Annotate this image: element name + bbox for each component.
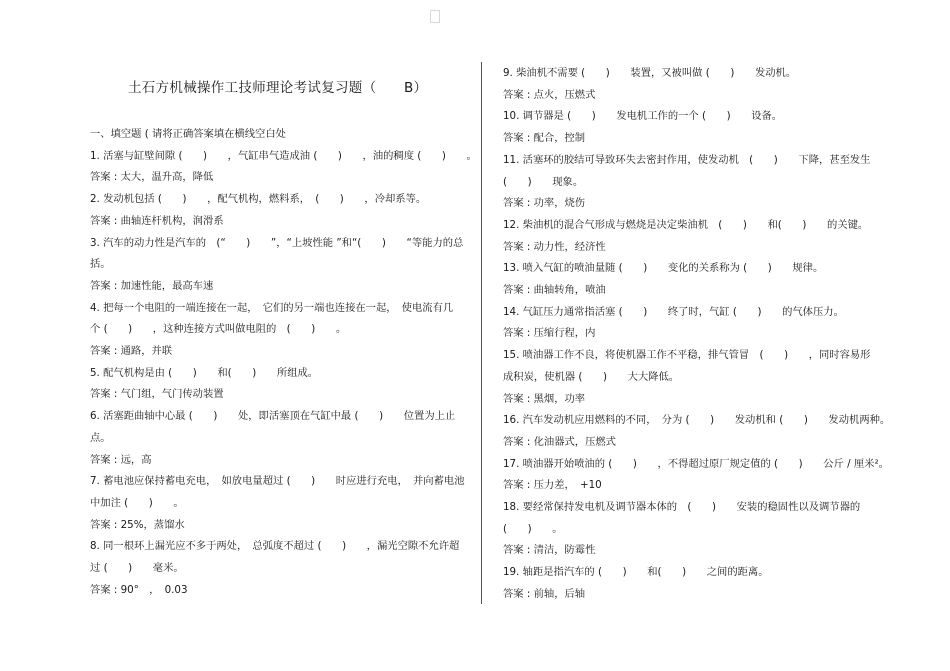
answer-text: 答案 : 加速性能，最高车速 bbox=[90, 279, 214, 292]
left-column bbox=[90, 124, 477, 601]
question-item bbox=[503, 258, 883, 301]
question-text: 11. 活塞环的胶结可导致环失去密封作用，使发动机 ( ) 下降，甚至发生 bbox=[503, 153, 871, 166]
question-text: 14. 气缸压力通常指活塞 ( ) 终了时，气缸 ( ) 的气体压力。 bbox=[503, 305, 844, 318]
question-text: 中加注 ( ) 。 bbox=[90, 496, 184, 509]
question-text: 2. 发动机包括 ( ) ，配气机构，燃料系， ( ) ，冷却系等。 bbox=[90, 193, 427, 206]
document-title: 土石方机械操作工技师理论考试复习题（ B） bbox=[128, 80, 428, 96]
answer-text: 答案 : 气门组，气门传动装置 bbox=[90, 388, 224, 401]
question-item bbox=[503, 63, 883, 106]
question-text: 1. 活塞与缸壁间隙 ( ) ，气缸串气造成油 ( ) ，油的稠度 ( ) 。 bbox=[90, 149, 477, 162]
question-item bbox=[503, 497, 883, 562]
question-text: ( ) 现象。 bbox=[503, 175, 584, 188]
question-text: ( ) 。 bbox=[503, 522, 563, 535]
answer-text: 答案 : 曲轴连杆机构，润滑系 bbox=[90, 214, 224, 227]
question-item bbox=[90, 471, 470, 536]
question-text: 9. 柴油机不需要 ( ) 装置，又被叫做 ( ) 发动机。 bbox=[503, 67, 797, 79]
question-text: 过 ( ) 毫米。 bbox=[90, 562, 184, 575]
question-text: 3. 汽车的动力性是汽车的 (“ ) ”，“上坡性能 ”和“( ) “等能力的总 bbox=[90, 236, 464, 249]
answer-text: 答案 : 25%，蒸馏水 bbox=[90, 518, 185, 531]
question-item bbox=[503, 106, 883, 149]
question-item bbox=[503, 345, 883, 410]
question-text: 15. 喷油器工作不良，将使机器工作不平稳，排气管冒 ( ) ，同时容易形 bbox=[503, 349, 871, 362]
answer-text: 答案 : 前轴，后轴 bbox=[503, 587, 586, 600]
right-column bbox=[503, 63, 891, 606]
question-item bbox=[90, 406, 470, 471]
answer-text: 答案 : 远，高 bbox=[90, 453, 152, 466]
question-text: 成积炭，使机器 ( ) 大大降低。 bbox=[503, 370, 680, 383]
question-item bbox=[90, 146, 477, 189]
question-item bbox=[90, 233, 470, 298]
answer-text: 答案 : 压力差， +10 bbox=[503, 479, 602, 492]
question-text: 16. 汽车发动机应用燃料的不同， 分为 ( ) 发动机和 ( ) 发动机两种。 bbox=[503, 414, 891, 427]
question-text: 8. 同一根环上漏光应不多于两处， 总弧度不超过 ( ) ，漏光空隙不允许超 bbox=[90, 540, 460, 553]
question-item bbox=[503, 410, 891, 453]
question-item bbox=[503, 562, 883, 605]
question-text: 19. 轴距是指汽车的 ( ) 和( ) 之间的距离。 bbox=[503, 566, 769, 579]
question-text: 5. 配气机构是由 ( ) 和( ) 所组成。 bbox=[90, 366, 319, 379]
question-text: 4. 把每一个电阻的一端连接在一起， 它们的另一端也连接在一起， 使电流有几 bbox=[90, 301, 454, 314]
answer-text: 答案 : 通路，并联 bbox=[90, 345, 173, 358]
page-corner-mark bbox=[430, 10, 440, 23]
answer-text: 答案 : 太大，温升高，降低 bbox=[90, 171, 214, 184]
question-item bbox=[90, 536, 470, 601]
question-text: 括。 bbox=[90, 258, 111, 271]
question-text: 6. 活塞距曲轴中心最 ( ) 处，即活塞顶在气缸中最 ( ) 位置为上止 bbox=[90, 410, 456, 423]
answer-text: 答案 : 压缩行程，内 bbox=[503, 327, 596, 340]
question-text: 个 ( ) ，这种连接方式叫做电阻的 ( ) 。 bbox=[90, 323, 347, 336]
answer-text: 答案 : 动力性，经济性 bbox=[503, 240, 606, 253]
answer-text: 答案 : 清洁，防霉性 bbox=[503, 544, 596, 557]
question-item bbox=[503, 302, 883, 345]
question-text: 7. 蓄电池应保持蓄电充电， 如放电量超过 ( ) 时应进行充电， 并向蓄电池 bbox=[90, 475, 465, 488]
question-text: 10. 调节器是 ( ) 发电机工作的一个 ( ) 设备。 bbox=[503, 110, 783, 123]
question-item bbox=[503, 454, 889, 497]
answer-text: 答案 : 曲轴转角，喷油 bbox=[503, 284, 606, 297]
question-text: 点。 bbox=[90, 431, 111, 444]
answer-text: 答案 : 功率，烧伤 bbox=[503, 197, 586, 210]
question-item bbox=[503, 150, 883, 215]
question-item bbox=[90, 189, 470, 232]
question-text: 17. 喷油器开始喷油的 ( ) ，不得超过原厂规定值的 ( ) 公斤 / 厘米²。 bbox=[503, 457, 889, 470]
question-item bbox=[90, 363, 470, 406]
question-item bbox=[90, 298, 470, 363]
answer-text: 答案 : 点火，压燃式 bbox=[503, 88, 596, 101]
column-divider bbox=[481, 62, 482, 604]
question-text: 12. 柴油机的混合气形成与燃烧是决定柴油机 ( ) 和( ) 的关键。 bbox=[503, 218, 869, 231]
answer-text: 答案 : 配合，控制 bbox=[503, 132, 586, 145]
section-heading: 一、填空题 ( 请将正确答案填在横线空白处 bbox=[90, 128, 286, 140]
question-item bbox=[503, 215, 883, 258]
answer-text: 答案 : 90° ， 0.03 bbox=[90, 583, 188, 596]
answer-text: 答案 : 黑烟，功率 bbox=[503, 392, 586, 405]
question-text: 13. 喷入气缸的喷油量随 ( ) 变化的关系称为 ( ) 规律。 bbox=[503, 262, 824, 275]
answer-text: 答案 : 化油器式，压燃式 bbox=[503, 435, 616, 448]
question-text: 18. 要经常保持发电机及调节器本体的 ( ) 安装的稳固性以及调节器的 bbox=[503, 501, 861, 514]
